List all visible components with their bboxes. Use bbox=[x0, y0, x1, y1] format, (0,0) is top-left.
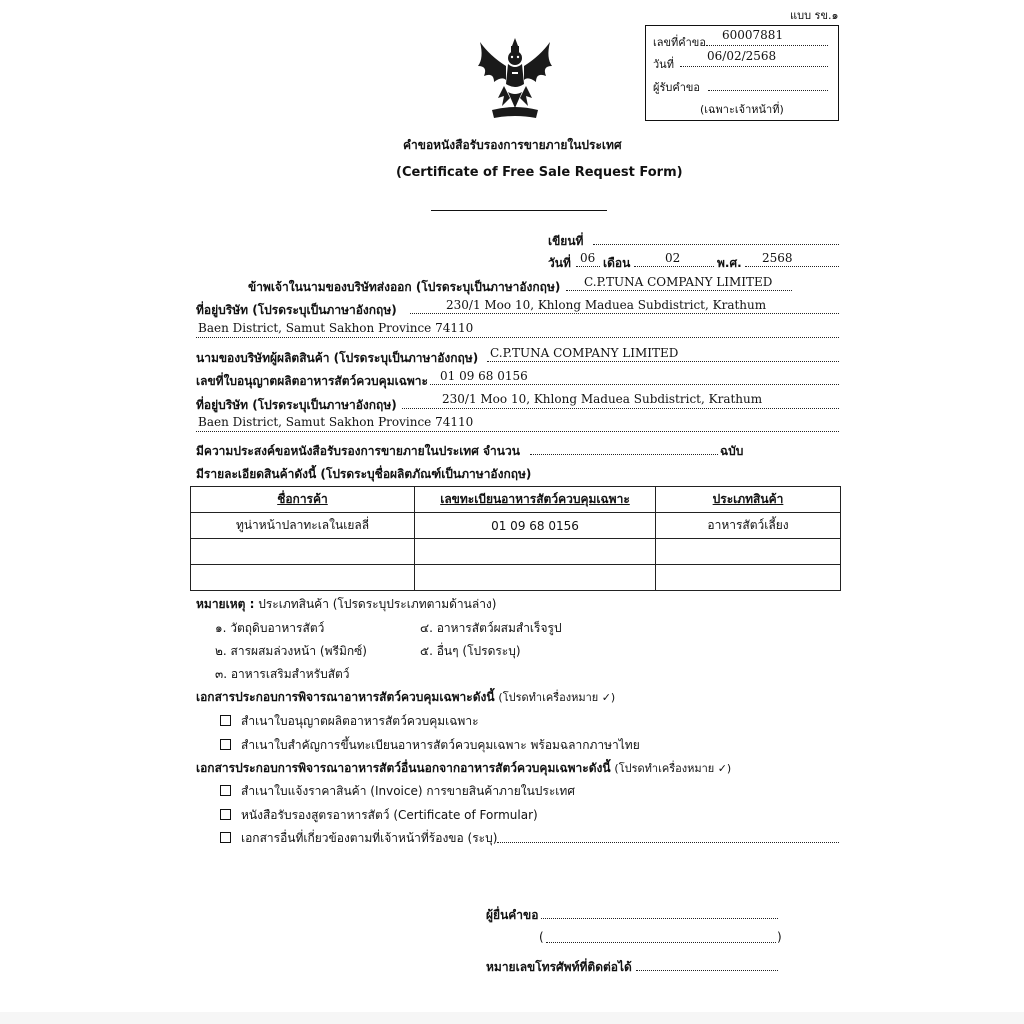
product-table bbox=[190, 486, 841, 591]
docs-other-heading-line bbox=[196, 759, 731, 778]
checkbox[interactable] bbox=[220, 832, 231, 843]
exporter-address-line-1: 230/1 Moo 10, Khlong Maduea Subdistrict, Krathum bbox=[446, 298, 767, 312]
checkbox[interactable] bbox=[220, 785, 231, 796]
doc-checkbox-row[interactable] bbox=[220, 712, 479, 731]
license-number: 01 09 68 0156 bbox=[440, 369, 528, 383]
category-4: ๔. อาหารสัตว์ผสมสำเร็จรูป bbox=[420, 621, 562, 635]
request-no-value: 60007881 bbox=[722, 28, 784, 42]
doc-checkbox-row[interactable] bbox=[220, 829, 497, 848]
manufacturer-label: นามของบริษัทผู้ผลิตสินค้า (โปรดระบุเป็นภาษาอังกฤษ) bbox=[196, 351, 479, 365]
doc-label: หนังสือรับรองสูตรอาหารสัตว์ (Certificate of Formular) bbox=[241, 808, 538, 822]
details-label: มีรายละเอียดสินค้าดังนี้ (โปรดระบุชื่อผลิตภัณฑ์เป็นภาษาอังกฤษ) bbox=[196, 467, 532, 481]
category-5: ๕. อื่นๆ (โปรดระบุ) bbox=[420, 644, 521, 658]
phone-label: หมายเลขโทรศัพท์ที่ติดต่อได้ bbox=[486, 960, 632, 974]
column-header: เลขทะเบียนอาหารสัตว์ควบคุมเฉพาะ bbox=[415, 487, 656, 513]
copies-field[interactable] bbox=[530, 454, 718, 455]
written-at-label: เขียนที่ bbox=[548, 234, 584, 248]
doc-checkbox-row[interactable] bbox=[220, 782, 575, 801]
paren-close: ) bbox=[777, 930, 782, 944]
form-title-english: (Certificate of Free Sale Request Form) bbox=[396, 165, 683, 180]
docs-controlled-heading-line bbox=[196, 688, 615, 707]
receiver-label: ผู้รับคำขอ bbox=[653, 81, 700, 94]
remark-line bbox=[196, 595, 496, 614]
manufacturer-address-line-1: 230/1 Moo 10, Khlong Maduea Subdistrict, Krathum bbox=[442, 392, 763, 406]
category-3: ๓. อาหารเสริมสำหรับสัตว์ bbox=[215, 667, 350, 681]
form-title-thai: คำขอหนังสือรับรองการขายภายในประเทศ bbox=[403, 138, 622, 152]
checkbox[interactable] bbox=[220, 715, 231, 726]
license-label: เลขที่ใบอนุญาตผลิตอาหารสัตว์ควบคุมเฉพาะ bbox=[196, 374, 428, 388]
column-header: ประเภทสินค้า bbox=[656, 487, 841, 513]
copies-unit: ฉบับ bbox=[720, 444, 744, 458]
table-cell: 01 09 68 0156 bbox=[415, 513, 656, 539]
docs-other-heading: เอกสารประกอบการพิจารณาอาหารสัตว์อื่นนอกจากอาหารสัตว์ควบคุมเฉพาะดังนี้ bbox=[196, 761, 611, 775]
request-no-label: เลขที่คำขอ bbox=[653, 36, 706, 49]
manufacturer-name: C.P.TUNA COMPANY LIMITED bbox=[490, 346, 679, 360]
exporter-name: C.P.TUNA COMPANY LIMITED bbox=[584, 275, 773, 289]
remark-text: ประเภทสินค้า (โปรดระบุประเภทตามด้านล่าง) bbox=[258, 597, 497, 611]
table-cell[interactable] bbox=[656, 565, 841, 591]
docs-controlled-heading: เอกสารประกอบการพิจารณาอาหารสัตว์ควบคุมเฉพาะดังนี้ bbox=[196, 690, 495, 704]
year-label: พ.ศ. bbox=[717, 256, 742, 270]
exporter-address-line-2: Baen District, Samut Sakhon Province 74110 bbox=[198, 321, 474, 335]
remark-label: หมายเหตุ : bbox=[196, 597, 255, 611]
docs-other-hint: (โปรดทำเครื่องหมาย ✓) bbox=[614, 762, 732, 775]
table-row bbox=[191, 565, 841, 591]
garuda-emblem-icon bbox=[474, 36, 556, 122]
manufacturer-address-label: ที่อยู่บริษัท (โปรดระบุเป็นภาษาอังกฤษ) bbox=[196, 398, 397, 412]
doc-label: สำเนาใบแจ้งราคาสินค้า (Invoice) การขายสินค้าภายในประเทศ bbox=[241, 784, 575, 798]
month-value: 02 bbox=[665, 251, 681, 265]
table-row bbox=[191, 539, 841, 565]
office-date-label: วันที่ bbox=[653, 58, 674, 71]
category-2: ๒. สารผสมล่วงหน้า (พรีมิกซ์) bbox=[215, 644, 367, 658]
docs-controlled-hint: (โปรดทำเครื่องหมาย ✓) bbox=[498, 691, 616, 704]
doc-label: สำเนาใบอนุญาตผลิตอาหารสัตว์ควบคุมเฉพาะ bbox=[241, 714, 479, 728]
table-cell[interactable] bbox=[415, 539, 656, 565]
checkbox[interactable] bbox=[220, 739, 231, 750]
table-cell[interactable] bbox=[191, 539, 415, 565]
exporter-label: ข้าพเจ้าในนามของบริษัทส่งออก (โปรดระบุเป็นภาษาอังกฤษ) bbox=[248, 280, 561, 294]
phone-field[interactable] bbox=[636, 970, 778, 971]
category-1: ๑. วัตถุดิบอาหารสัตว์ bbox=[215, 621, 325, 635]
day-value: 06 bbox=[580, 251, 596, 265]
other-docs-specify-field[interactable] bbox=[497, 842, 839, 843]
paren-open: ( bbox=[539, 930, 544, 944]
table-cell[interactable] bbox=[415, 565, 656, 591]
doc-checkbox-row[interactable] bbox=[220, 736, 640, 755]
table-header-row bbox=[191, 487, 841, 513]
doc-label: เอกสารอื่นที่เกี่ยวข้องตามที่เจ้าหน้าที่ร้องขอ (ระบุ) bbox=[241, 831, 498, 845]
office-date-value: 06/02/2568 bbox=[707, 49, 777, 63]
table-cell: อาหารสัตว์เลี้ยง bbox=[656, 513, 841, 539]
title-divider bbox=[431, 210, 607, 211]
month-label: เดือน bbox=[603, 256, 631, 270]
doc-checkbox-row[interactable] bbox=[220, 806, 538, 825]
page-bottom-edge bbox=[0, 1012, 1024, 1024]
applicant-label: ผู้ยื่นคำขอ bbox=[486, 908, 539, 922]
table-cell: ทูน่าหน้าปลาทะเลในเยลลี่ bbox=[191, 513, 415, 539]
form-code: แบบ รข.๑ bbox=[790, 9, 839, 22]
purpose-label: มีความประสงค์ขอหนังสือรับรองการขายภายในประเทศ จำนวน bbox=[196, 444, 520, 458]
applicant-name-field[interactable] bbox=[546, 942, 776, 943]
applicant-signature-field[interactable] bbox=[541, 918, 778, 919]
day-label: วันที่ bbox=[548, 256, 571, 270]
column-header: ชื่อการค้า bbox=[191, 487, 415, 513]
checkbox[interactable] bbox=[220, 809, 231, 820]
table-cell[interactable] bbox=[656, 539, 841, 565]
year-value: 2568 bbox=[762, 251, 793, 265]
exporter-address-label: ที่อยู่บริษัท (โปรดระบุเป็นภาษาอังกฤษ) bbox=[196, 303, 397, 317]
table-row bbox=[191, 513, 841, 539]
written-at-field[interactable] bbox=[593, 244, 839, 245]
manufacturer-address-line-2: Baen District, Samut Sakhon Province 74110 bbox=[198, 415, 474, 429]
office-note: (เฉพาะเจ้าหน้าที่) bbox=[700, 103, 784, 116]
table-cell[interactable] bbox=[191, 565, 415, 591]
doc-label: สำเนาใบสำคัญการขึ้นทะเบียนอาหารสัตว์ควบคุมเฉพาะ พร้อมฉลากภาษาไทย bbox=[241, 738, 640, 752]
